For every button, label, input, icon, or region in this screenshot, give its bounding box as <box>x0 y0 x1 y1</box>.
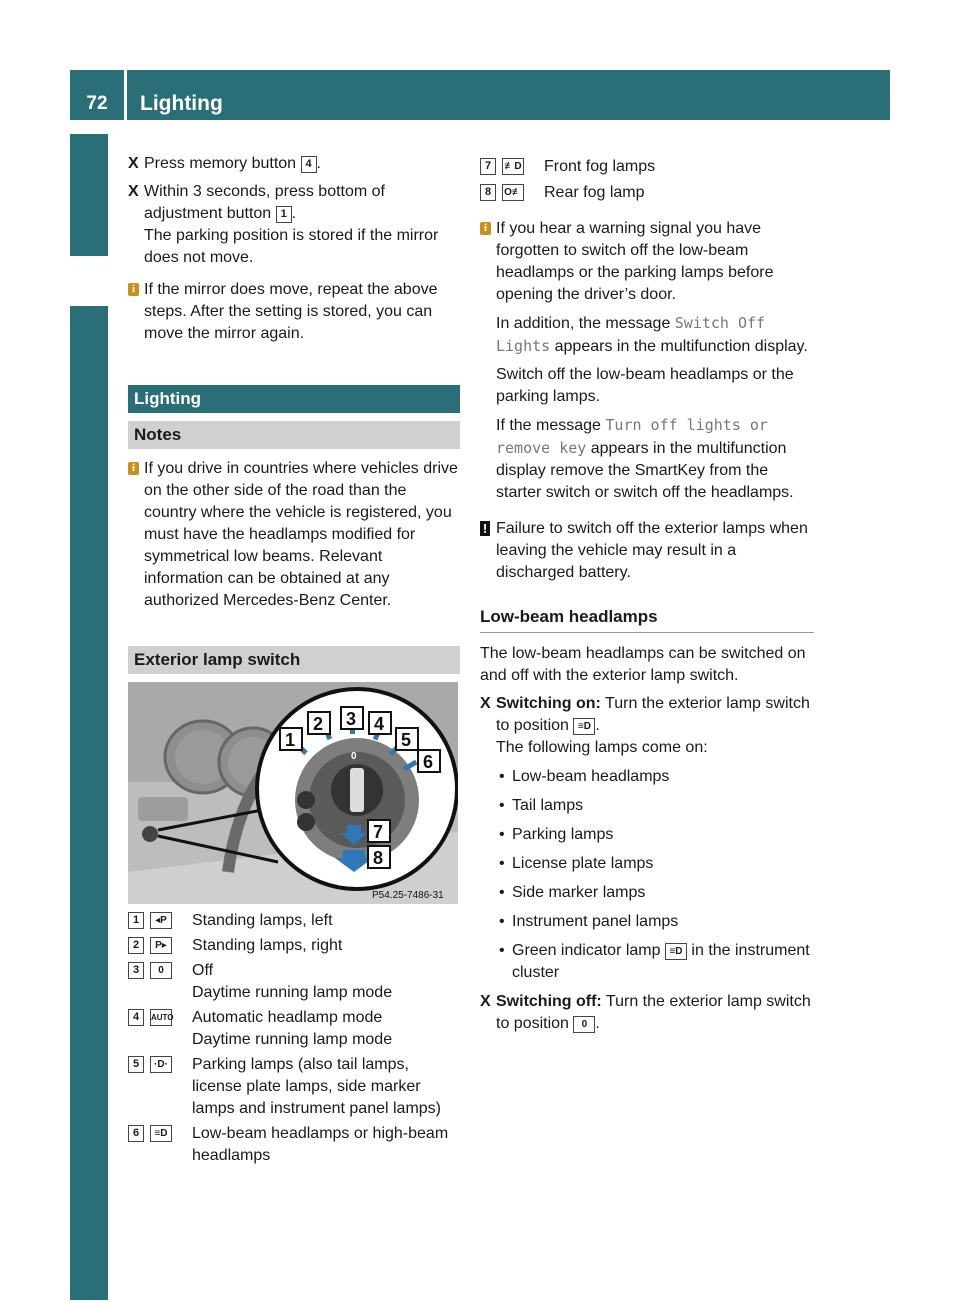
key-badge: 1 <box>276 206 292 223</box>
info-note: i If the mirror does move, repeat the above steps. After the setting is stored, you can move the mirror again. <box>128 279 460 345</box>
green-indicator-icon: ≡D <box>665 943 687 960</box>
list-item: • Parking lamps <box>496 824 814 846</box>
switch-heading: Exterior lamp switch <box>128 646 460 674</box>
list-item: • Instrument panel lamps <box>496 911 814 933</box>
svg-text:7: 7 <box>373 822 384 842</box>
page-title: Lighting <box>140 92 223 115</box>
auto-icon: AUTO <box>150 1009 172 1026</box>
legend-item: 8 O≢ Rear fog lamp <box>480 182 814 204</box>
exterior-lamp-switch-illustration <box>128 682 458 904</box>
svg-text:3: 3 <box>346 709 357 729</box>
svg-text:8: 8 <box>373 848 384 868</box>
legend-number: 2 <box>128 937 144 954</box>
legend-number: 6 <box>128 1125 144 1142</box>
section-heading: Lighting <box>128 385 460 413</box>
step-item: X Within 3 seconds, press bottom of adjustment button 1 . The parking position is stored if the mirror does not move. <box>128 181 460 269</box>
legend-item: 6 ≡D Low-beam headlamps or high-beam headlamps <box>128 1123 460 1167</box>
legend-number: 8 <box>480 184 496 201</box>
warning-signal-info: i If you hear a warning signal you have forgotten to switch off the low-beam headlamps or the parking lamps before opening the driver’s door. In addition, the message Switch Off Lights appears in the multifunction display. Switch off the low-beam headlamps or the parking lamps. If the message Turn off lights or remove key appears in the multifunction display remove the SmartKey from the starter switch or switch off the headlamps. <box>480 218 814 504</box>
side-tab-label: Controls in detail <box>87 344 109 508</box>
standing-right-icon: P▸ <box>150 937 172 954</box>
display-message: Switch Off Lights <box>496 314 766 355</box>
legend-number: 5 <box>128 1056 144 1073</box>
step-arrow-icon: X <box>480 695 491 712</box>
svg-text:6: 6 <box>423 752 434 772</box>
svg-text:2: 2 <box>313 714 324 734</box>
legend-item: 7 ≢D Front fog lamps <box>480 156 814 178</box>
legend-item: 4 AUTO Automatic headlamp mode Daytime running lamp mode <box>128 1007 460 1051</box>
step-item: X Press memory button 4 . <box>128 153 460 175</box>
rear-fog-icon: O≢ <box>502 184 524 201</box>
legend-item: 5 ·D· Parking lamps (also tail lamps, license plate lamps, side marker lamps and instrument panel lamps) <box>128 1054 460 1120</box>
step-item: X Switching on: Turn the exterior lamp switch to position ≡D . The following lamps come on: • Low-beam headlamps • Tail lamps • Parking lamps • License plate lamps • Side marker lamps • Instrument panel lamps • Green indicator lamp ≡D in the instrument cluster <box>480 693 814 984</box>
legend-item: 2 P▸ Standing lamps, right <box>128 935 460 957</box>
parking-lamps-icon: ·D· <box>150 1056 172 1073</box>
svg-text:4: 4 <box>374 714 385 734</box>
step-arrow-icon: X <box>128 155 139 172</box>
step-arrow-icon: X <box>480 993 491 1010</box>
right-column <box>480 156 814 1041</box>
notes-info: i If you drive in countries where vehicles drive on the other side of the road than the country where the vehicle is registered, you must have the headlamps modified for symmetrical low beams. Relevant information can be obtained at any authorized Mercedes-Benz Center. <box>128 458 460 612</box>
list-item: • Green indicator lamp ≡D in the instrument cluster <box>496 940 814 984</box>
caution-icon: ! <box>480 521 490 536</box>
list-item: • Tail lamps <box>496 795 814 817</box>
header-divider <box>124 70 127 120</box>
step-arrow-icon: X <box>128 183 139 200</box>
legend-item: 1 ◂P Standing lamps, left <box>128 910 460 932</box>
step-note: The parking position is stored if the mirror does not move. <box>144 227 439 266</box>
switch-photo <box>128 682 460 904</box>
info-icon: i <box>480 222 491 235</box>
list-item: • License plate lamps <box>496 853 814 875</box>
lowbeam-heading: Low-beam headlamps <box>480 606 814 633</box>
legend-list <box>128 910 460 1167</box>
svg-text:5: 5 <box>401 730 412 750</box>
standing-left-icon: ◂P <box>150 912 172 929</box>
off-icon: 0 <box>150 962 172 979</box>
page-number: 72 <box>86 93 108 114</box>
lowbeam-intro: The low-beam headlamps can be switched on and off with the exterior lamp switch. <box>480 645 806 684</box>
info-icon: i <box>128 283 139 296</box>
low-beam-icon: ≡D <box>150 1125 172 1142</box>
legend-number: 4 <box>128 1009 144 1026</box>
info-icon: i <box>128 462 139 475</box>
off-icon: 0 <box>573 1016 595 1033</box>
caution-note: ! Failure to switch off the exterior lamps when leaving the vehicle may result in a discharged battery. <box>480 518 814 584</box>
display-message: Turn off lights or remove key <box>496 416 768 457</box>
list-item: • Low-beam headlamps <box>496 766 814 788</box>
legend-number: 1 <box>128 912 144 929</box>
photo-code: P54.25-7486-31 <box>372 890 444 901</box>
legend-item: 3 0 Off Daytime running lamp mode <box>128 960 460 1004</box>
legend-number: 7 <box>480 158 496 175</box>
step-item: X Switching off: Turn the exterior lamp switch to position 0 . <box>480 993 811 1032</box>
left-column <box>128 153 460 1170</box>
low-beam-icon: ≡D <box>573 718 595 735</box>
list-item: • Side marker lamps <box>496 882 814 904</box>
svg-text:1: 1 <box>285 730 296 750</box>
notes-heading: Notes <box>128 421 460 449</box>
key-badge: 4 <box>301 156 317 173</box>
legend-number: 3 <box>128 962 144 979</box>
dial-zero-label: 0 <box>351 751 357 762</box>
front-fog-icon: ≢D <box>502 158 524 175</box>
